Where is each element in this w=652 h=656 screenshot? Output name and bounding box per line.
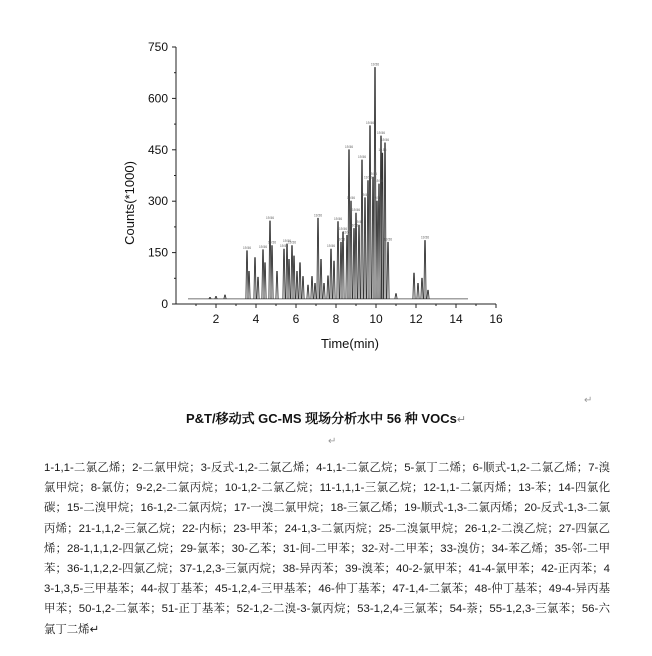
peak-label: 19.56	[355, 220, 363, 225]
y-axis-label: Counts(*1000)	[122, 161, 137, 245]
peak-label: 19.56	[377, 131, 385, 136]
peak-label: 19.56	[343, 230, 351, 235]
peak	[307, 285, 309, 299]
peak-labels	[243, 63, 429, 250]
peak	[314, 283, 316, 298]
peak-label: 19.56	[288, 240, 296, 245]
peak-label: 19.56	[337, 237, 345, 242]
peak	[364, 198, 366, 299]
peak-label: 19.56	[243, 245, 251, 250]
peak-label: 19.56	[381, 137, 389, 142]
paragraph-mark-2: ↵	[328, 436, 337, 447]
peak	[413, 273, 415, 299]
peak	[288, 259, 290, 298]
peak-label: 19.56	[314, 213, 322, 218]
peak	[264, 263, 266, 299]
peak-label: 19.56	[334, 216, 342, 221]
peak	[387, 242, 389, 299]
peak-label: 19.56	[339, 227, 347, 232]
y-tick-label: 0	[161, 297, 168, 311]
x-tick-label: 10	[369, 312, 383, 326]
caption-title: P&T/移动式 GC-MS 现场分析水中 56 种 VOCs	[185, 411, 457, 426]
peak	[350, 201, 352, 299]
x-tick-label: 12	[409, 312, 423, 326]
peak	[384, 143, 386, 299]
peak	[248, 271, 250, 298]
peak-label: 19.56	[384, 237, 392, 242]
peak	[311, 277, 313, 299]
y-tick-label: 150	[147, 245, 168, 260]
peak	[330, 249, 332, 299]
peak	[323, 283, 325, 298]
x-axis-label: Time(min)	[320, 336, 380, 351]
x-tick-label: 2	[212, 312, 220, 326]
peak	[361, 160, 363, 299]
caption-return-mark: ↵	[456, 414, 467, 426]
peak-label: 19.56	[345, 144, 353, 149]
chart-axes	[176, 47, 496, 304]
compound-legend: 1-1,1-二氯乙烯；2-二氯甲烷；3-反式-1,2-二氯乙烯；4-1,1-二氯乙烷；5-氯丁二烯；6-顺式-1,2-二氯乙烯；7-溴氯甲烷；8-氯仿；9-2,2-二氯丙烷；10-1,2-二氯乙烷；11-1,1,1-三氯乙烷；12-1,1-二氯丙烯；13-苯；14-四氯化碳；15-二溴甲烷；16-1,2-二氯丙烷；17-一溴二氯甲烷；18-三氯乙烯；19-顺式-1,3-二氯丙烯；20-反式-1,3-二氯丙烯；21-1,1,2-三氯乙烷；22-内标；23-甲苯；24-1,3-二氯丙烷；25-二溴氯甲烷；26-1,2-二溴乙烷；27-四氯乙烯；28-1,1,1,2-四氯乙烷；29-氯苯；30-乙苯；31-间-二甲苯；32-对-二甲苯；33-溴仿；34-苯乙烯；35-邻-二甲苯；36-1,1,2,2-四氯乙烷；37-1,2,3-三氯丙烷；38-异丙苯；39-溴苯；40-2-氯甲苯；41-4-氯甲苯；42-正丙苯；43-1,3,5-三甲基苯；44-叔丁基苯；45-1,2,4-三甲基苯；46-仲丁基苯；47-1,4-二氯苯；48-仲丁基苯；49-4-异丙基甲苯；50-1,2-二氯苯；51-正丁基苯；52-1,2-二溴-3-氯丙烷；53-1,2,4-三氯苯；54-萘；55-1,2,3-三氯苯；56-六氯丁二烯↵	[44, 462, 610, 636]
peak-label: 19.56	[268, 240, 276, 245]
peak	[283, 249, 285, 299]
peak	[293, 256, 295, 299]
peak-label: 19.56	[421, 235, 429, 240]
peak	[317, 218, 319, 299]
peak	[257, 277, 259, 299]
peak	[224, 295, 226, 299]
figure-caption	[0, 408, 652, 427]
peak-label: 19.56	[280, 244, 288, 249]
peak-label: 19.56	[266, 216, 274, 221]
peak	[299, 263, 301, 299]
peak	[327, 276, 329, 299]
x-tick-label: 8	[332, 312, 340, 326]
peak-label: 19.56	[369, 172, 377, 177]
x-tick-label: 14	[449, 312, 463, 326]
chart-ticks	[148, 40, 503, 326]
y-tick-label: 450	[147, 142, 168, 157]
peak	[427, 290, 429, 299]
peak-label: 19.56	[371, 62, 379, 67]
x-tick-label: 16	[489, 312, 503, 326]
peak-label: 19.56	[350, 223, 358, 228]
peak-label: 19.56	[352, 208, 360, 213]
peak-label: 19.56	[361, 192, 369, 197]
y-tick-label: 300	[147, 194, 168, 209]
peak-label: 19.56	[358, 155, 366, 160]
peak	[271, 246, 273, 299]
peak	[254, 258, 256, 299]
peak	[333, 261, 335, 299]
peak-label: 19.56	[375, 179, 383, 184]
peak	[421, 278, 423, 299]
chromatogram-trace	[188, 68, 468, 299]
peak	[369, 126, 371, 299]
peak	[302, 277, 304, 299]
peak-label: 19.56	[283, 239, 291, 244]
peak	[395, 294, 397, 299]
peak	[424, 241, 426, 299]
peak-label: 19.56	[327, 244, 335, 249]
y-tick-label: 750	[147, 40, 168, 54]
peak	[342, 232, 344, 299]
peak	[358, 225, 360, 299]
y-tick-label: 600	[147, 91, 168, 106]
peak	[320, 259, 322, 298]
peak-label: 19.56	[373, 196, 381, 201]
peak	[337, 222, 339, 299]
x-tick-label: 4	[252, 312, 260, 326]
peak	[276, 271, 278, 298]
paragraph-mark: ↵	[584, 395, 593, 406]
peak-label: 19.56	[366, 120, 374, 125]
peak-label: 19.56	[259, 244, 267, 249]
x-tick-label: 6	[292, 312, 300, 326]
peak-label: 19.56	[378, 148, 387, 153]
peak-label: 19.56	[364, 175, 372, 180]
peak	[296, 271, 298, 298]
peak-label: 19.56	[347, 196, 355, 201]
peak	[417, 283, 419, 298]
